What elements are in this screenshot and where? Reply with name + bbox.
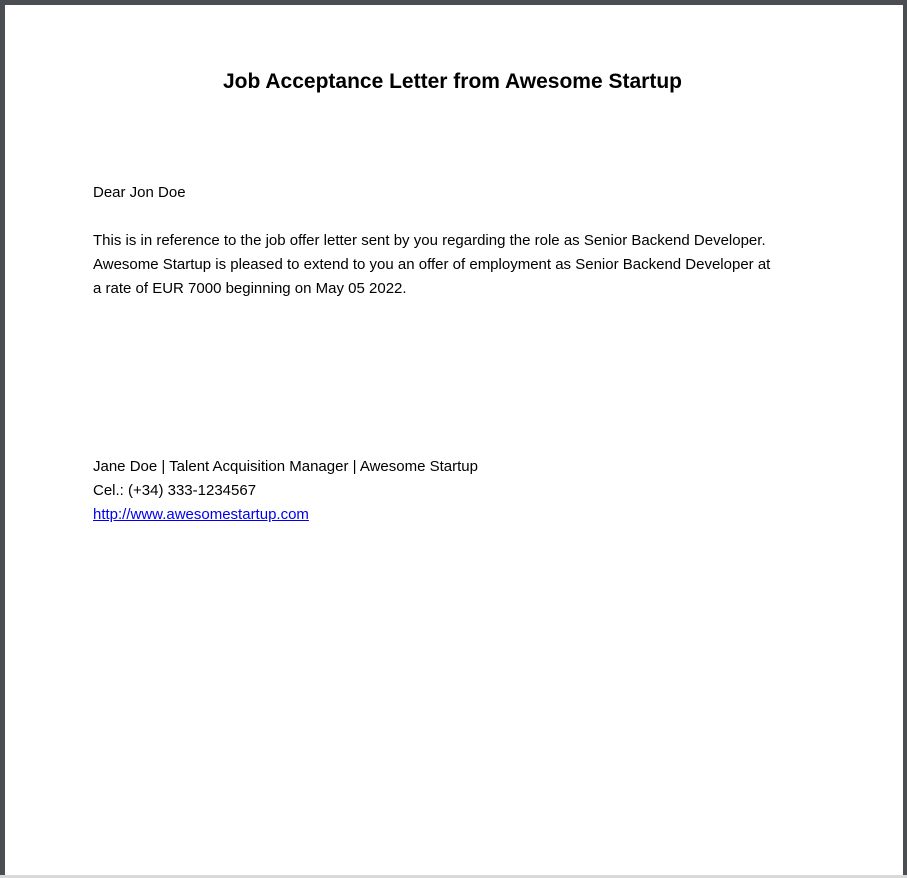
body-line: Awesome Startup is pleased to extend to you an offer of employment as Senior Backend Developer at xyxy=(93,256,771,273)
body-paragraph xyxy=(93,229,770,301)
body-line: This is in reference to the job offer letter sent by you regarding the role as Senior Backend Developer. xyxy=(93,232,766,249)
salutation: Dear Jon Doe xyxy=(93,184,186,201)
document-page xyxy=(5,5,903,875)
website-link[interactable]: http://www.awesomestartup.com xyxy=(93,506,309,523)
body-line: a rate of EUR 7000 beginning on May 05 2022. xyxy=(93,280,407,297)
letter-title: Job Acceptance Letter from Awesome Startup xyxy=(222,70,682,93)
signature-link-line xyxy=(93,503,309,527)
signature-name-line: Jane Doe | Talent Acquisition Manager | Awesome Startup xyxy=(93,458,478,475)
signature-phone-line: Cel.: (+34) 333-1234567 xyxy=(93,482,257,499)
